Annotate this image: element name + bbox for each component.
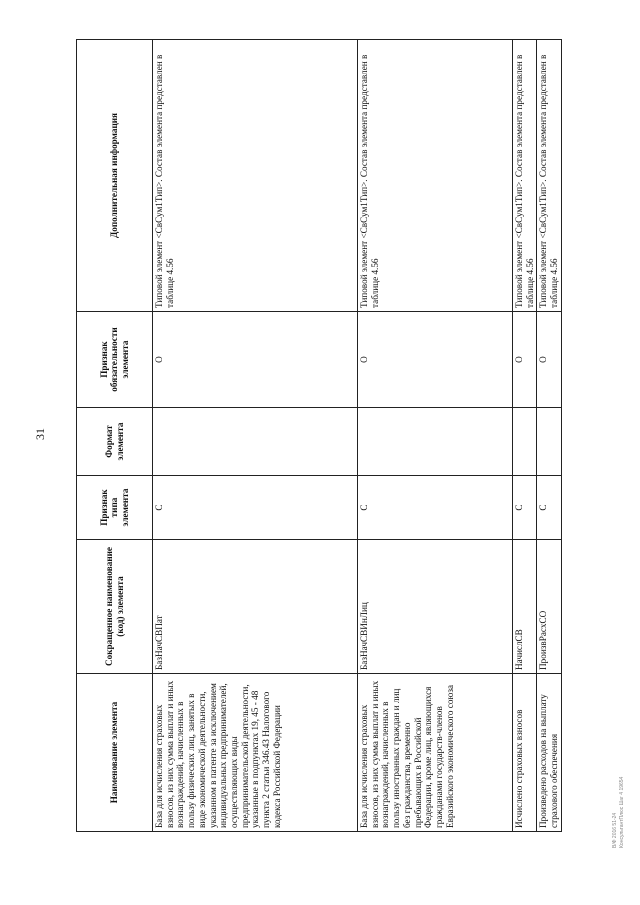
cell-type-flag: С xyxy=(358,476,513,540)
cell-name: База для исчисления страховых взносов, из них сумма выплат и иных вознаграждений, начисленных в пользу физических лиц, занятых в виде экономической деятельности, указанном в патенте за исключением индивидуальных предпринимателей, осуществляющих виды предпринимательской деятельности, указанные в подпунктах 19, 45 - 48 пункта 2 статьи 346.43 Налогового кодекса Российской Федерации xyxy=(153,674,358,832)
cell-required-flag: О xyxy=(358,312,513,408)
header-format: Формат элемента xyxy=(77,408,153,476)
table-row xyxy=(358,40,513,832)
cell-short-name: БазНачСВПат xyxy=(153,540,358,674)
cell-short-name: НачислСВ xyxy=(513,540,537,674)
header-type-flag: Признак типа элемента xyxy=(77,476,153,540)
cell-type-flag: С xyxy=(513,476,537,540)
cell-format xyxy=(358,408,513,476)
cell-required-flag: О xyxy=(537,312,561,408)
page-number: 31 xyxy=(33,428,47,440)
header-short-name: Сокращенное наименование (код) элемента xyxy=(77,540,153,674)
cell-short-name: БазНачСВИнЛиц xyxy=(358,540,513,674)
cell-name: Исчислено страховых взносов xyxy=(513,674,537,832)
cell-format xyxy=(153,408,358,476)
cell-info: Типовой элемент <СвСум1Тип>. Состав элемента представлен в таблице 4.56 xyxy=(153,40,358,312)
stamp-line-2: КонсультантПлюс Шаг 4 19654 xyxy=(619,776,625,848)
table-row xyxy=(153,40,358,832)
cell-name: Произведено расходов на выплату страхового обеспечения xyxy=(537,674,561,832)
cell-format xyxy=(513,408,537,476)
elements-table xyxy=(76,39,562,832)
table-row xyxy=(537,40,561,832)
cell-info: Типовой элемент <СвСум1Тип>. Состав элемента представлен в таблице 4.56 xyxy=(358,40,513,312)
cell-name: База для исчисления страховых взносов, из них сумма выплат и иных вознаграждений, начисленных в пользу иностранных граждан и лиц без гражданства, временно пребывающих в Российской Федерации, кроме лиц, являющихся гражданами государств-членов Евразийского экономического союза xyxy=(358,674,513,832)
header-required-flag: Признак обязательности элемента xyxy=(77,312,153,408)
cell-short-name: ПроизвРасхСО xyxy=(537,540,561,674)
cell-info: Типовой элемент <СвСум1Тип>. Состав элемента представлен в таблице 4.56 xyxy=(513,40,537,312)
cell-type-flag: С xyxy=(153,476,358,540)
margin-stamp xyxy=(612,778,636,848)
header-info: Дополнительная информация xyxy=(77,40,153,312)
cell-info: Типовой элемент <СвСум1Тип>. Состав элемента представлен в таблице 4.56 xyxy=(537,40,561,312)
header-name: Наименование элемента xyxy=(77,674,153,832)
table-header-row xyxy=(77,40,153,832)
rotated-table-container xyxy=(76,40,561,832)
stamp-line-1: В/Ф 2016 51-24 xyxy=(612,812,618,848)
cell-format xyxy=(537,408,561,476)
cell-required-flag: О xyxy=(153,312,358,408)
table-row xyxy=(513,40,537,832)
cell-required-flag: О xyxy=(513,312,537,408)
cell-type-flag: С xyxy=(537,476,561,540)
